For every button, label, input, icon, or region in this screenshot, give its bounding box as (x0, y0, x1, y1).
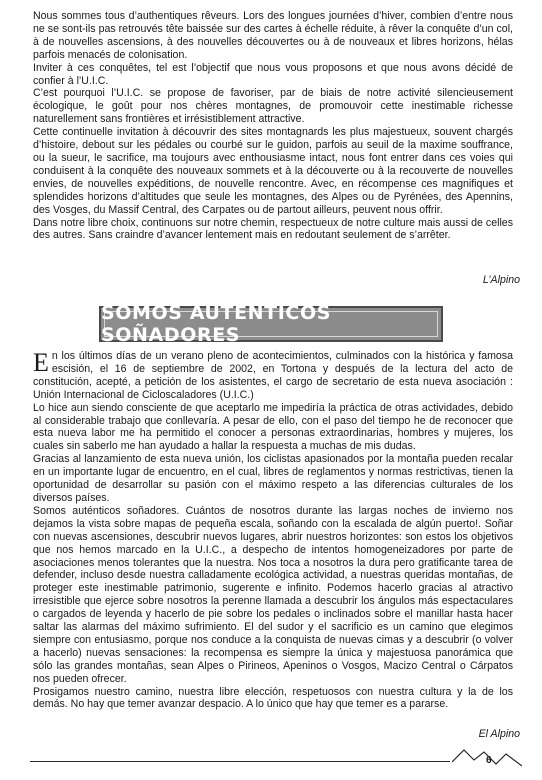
page-number: 6 (486, 755, 492, 766)
drop-cap: E (33, 348, 49, 377)
spanish-first-text: n los últimos días de un verano pleno de acontecimientos, culminados con la histórica y famosa escisión, el 16 de septiembre de 2002, en Tortona y después de la lectura del acto de constitución, acepté, a petición de los asistentes, el cargo de secretario de esta nueva asociación : Unión Internacional de Cicloscaladores (U.I.C.) (33, 350, 513, 401)
banner-title: SOMOS AUTENTICOS SOÑADORES (101, 302, 331, 346)
french-paragraph: C’est pourquoi l’U.I.C. se propose de favoriser, par de biais de notre activité silencieusement écologique, le goût pour nos chères montagnes, de promouvoir cette inestimable richesse naturellement sans frontières et irrésistiblement attractive. (33, 87, 513, 126)
french-signature: L’Alpino (482, 274, 520, 286)
spanish-paragraph: Prosigamos nuestro camino, nuestra libre elección, respetuosos con nuestra cultura y la de los demás. No hay que temer avanzar despacio. A lo único que hay que temer es a pararse. (33, 685, 513, 711)
french-paragraph: Dans notre libre choix, continuons sur notre chemin, respectueux de notre culture mais aussi de celles des autres. Sans craindre d’avancer lentement mais en redoutant seulement de s’arrêter. (33, 216, 513, 242)
spanish-signature: El Alpino (478, 728, 520, 740)
footer-rule (30, 761, 450, 762)
spanish-first-paragraph (33, 350, 513, 402)
spanish-paragraph: Lo hice aun siendo consciente de que aceptarlo me impediría la práctica de otras actividades, debido al considerable trabajo que conllevaría. A pesar de ello, con el paso del tiempo he de reconocer que esta nueva labor me ha permitido el conocer a personas extraordinarias, hombres y mujeres, los cuales sin saberlo me han ayudado a hallar la respuesta a muchas de mis dudas. (33, 401, 513, 453)
spanish-article (33, 350, 513, 711)
section-banner (99, 302, 443, 346)
french-paragraph: Nous sommes tous d’authentiques rêveurs. Lors des longues journées d’hiver, combien d’entre nous ne se sont-ils pas retrouvés tête baissée sur des cartes à échelle réduite, à rêver la conquête d’un col, à de nouvelles ascensions, à des nouvelles découvertes ou à de nouveaux et libres horizons, hélas parfois menacés de colonisation. (33, 10, 513, 61)
spanish-paragraph: Somos auténticos soñadores. Cuántos de nosotros durante las largas noches de invierno nos dejamos la vista sobre mapas de pequeña escala, soñando con la escalada de algún puerto!. Soñar con nuevas ascensiones, descubrir nuevos lugares, abrir nuestros horizontes: son estos los objetivos que nos hemos marcado en la U.I.C., a despecho de intentos homogeneizadores por parte de asociaciones menos tolerantes que la nuestra. Nos toca a nosotros la dura pero gratificante tarea de defender, incluso desde nuestra calladamente ecológica actividad, a nuestras queridas montañas, de proteger este inestimable patrimonio, sugerente e infinito. Podemos hacerlo gracias al atractivo irresistible que ejerce sobre nosotros la perenne llamada a descubrir los ángulos más espectaculares o cargados de leyenda y hacerlo de pie sobre los pedales o inclinados sobre el manillar hasta hacer saltar las alarmas del máximo sufrimiento. El del sudor y el sacrificio es un camino que elegimos siempre con entusiasmo, porque nos conduce a la conquista de nuevas cimas y a descubrir (o volver a hacerlo) nuevas sensaciones: la recompensa es siempre la única y majestuosa panorámica que sólo las grandes montañas, sean Alpes o Pirineos, Apeninos o Vosgos, Macizo Central o Cárpatos nos pueden ofrecer. (33, 504, 513, 685)
french-paragraph: Cette continuelle invitation à découvrir des sites montagnards les plus majestueux, souvent chargés d’histoire, debout sur les pédales ou courbé sur le guidon, parfois au seuil de la maxime souffrance, ou la sueur, le sacrifice, ma toujours avec enthousiasme intact, nous font entrer dans ces voies qui conduisent à la conquête des nouveaux sommets et à la découverte ou à la recouverte de nouvelles envies, de nouvelles expéditions, de nouvelle rencontre. Avec, en récompense ces magnifiques et splendides horizons d’altitudes que seule les montagnes, des Alpes ou de Pyrénées, des Apennins, des Vosges, du Massif Central, des Carpates ou de partout ailleurs, peuvent nous offrir. (33, 126, 513, 216)
french-paragraph: Inviter à ces conquêtes, tel est l’objectif que nous vous proposons et que nous avons décidé de confier à l’U.I.C. (33, 61, 513, 87)
french-article (33, 10, 513, 242)
spanish-paragraph: Gracias al lanzamiento de esta nueva unión, los ciclistas apasionados por la montaña pueden recalar en un importante lugar de encuentro, en el cual, libres de reglamentos y normas restrictivas, tienen la oportunidad de desarrollar su pasión con el máximo respeto a las diferencias culturales de los diversos países. (33, 453, 513, 504)
